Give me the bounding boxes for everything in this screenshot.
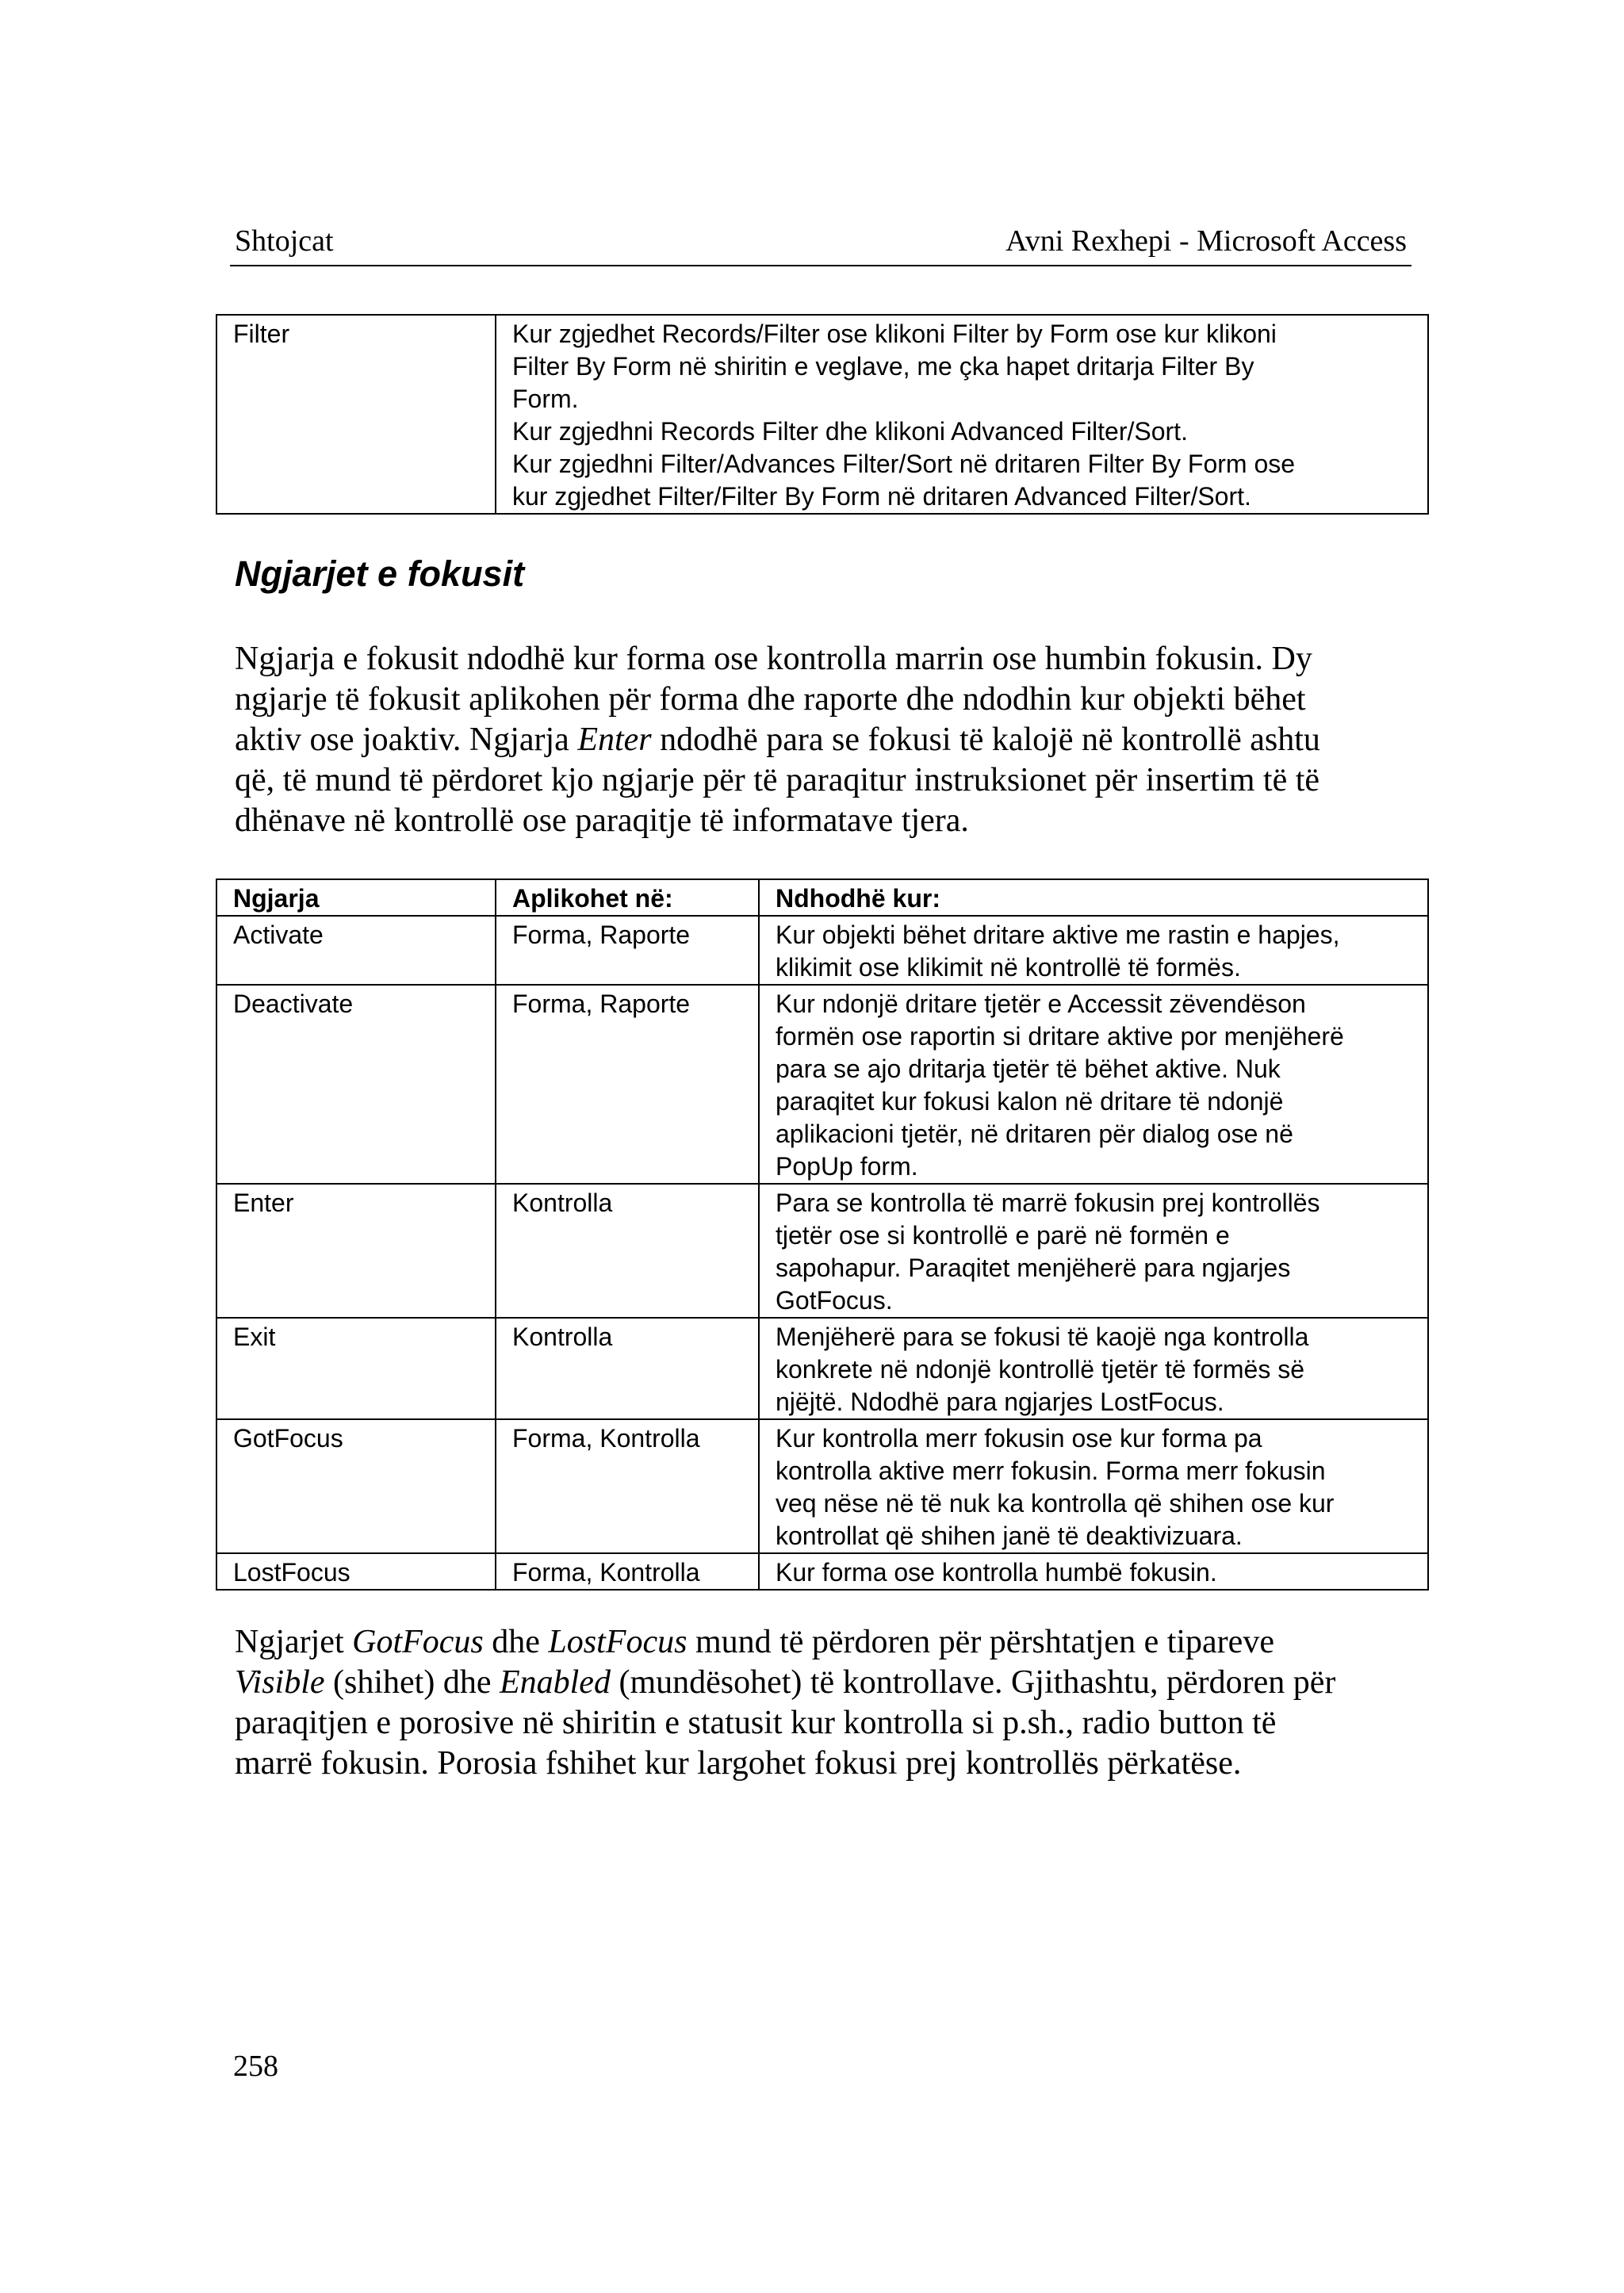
event-name-cell: GotFocus bbox=[216, 1419, 496, 1553]
table-row bbox=[216, 1419, 1428, 1553]
table-row bbox=[216, 1318, 1428, 1419]
description-line: konkrete në ndonjë kontrollë tjetër të formës së bbox=[776, 1355, 1305, 1384]
applies-to-cell: Forma, Kontrolla bbox=[496, 1553, 759, 1590]
description-line: GotFocus. bbox=[776, 1286, 893, 1315]
description-line: Menjëherë para se fokusi të kaojë nga kontrolla bbox=[776, 1323, 1309, 1351]
text-run: aktiv ose joaktiv. Ngjarja bbox=[235, 722, 578, 758]
description-line: kur zgjedhet Filter/Filter By Form në dritaren Advanced Filter/Sort. bbox=[512, 482, 1251, 511]
emphasis-enabled: Enabled bbox=[499, 1664, 611, 1701]
occurs-when-cell bbox=[759, 985, 1428, 1184]
description-line: veq nëse në të nuk ka kontrolla që shihen ose kur bbox=[776, 1489, 1335, 1518]
event-name-cell: Activate bbox=[216, 916, 496, 985]
header-applies-to: Aplikohet në: bbox=[496, 879, 759, 916]
description-line: Filter By Form në shiritin e veglave, me çka hapet dritarja Filter By bbox=[512, 352, 1254, 381]
page-header bbox=[230, 224, 1411, 266]
emphasis-lostfocus: LostFocus bbox=[548, 1624, 688, 1660]
description-line: aplikacioni tjetër, në dritaren për dialog ose në bbox=[776, 1120, 1293, 1148]
text-run: (shihet) dhe bbox=[324, 1664, 500, 1701]
description-line: Kur zgjedhni Records Filter dhe klikoni Advanced Filter/Sort. bbox=[512, 417, 1188, 446]
event-name-cell: Exit bbox=[216, 1318, 496, 1419]
text-run: dhe bbox=[483, 1624, 549, 1660]
description-line: formën ose raportin si dritare aktive por menjëherë bbox=[776, 1022, 1344, 1051]
header-occurs-when: Ndhodhë kur: bbox=[759, 879, 1428, 916]
description-line: kontrollat që shihen janë të deaktivizuara. bbox=[776, 1522, 1243, 1550]
event-name-cell: Deactivate bbox=[216, 985, 496, 1184]
applies-to-cell: Kontrolla bbox=[496, 1318, 759, 1419]
header-section-title: Shtojcat bbox=[235, 224, 334, 258]
description-line: Kur ndonjë dritare tjetër e Accessit zëvendëson bbox=[776, 990, 1306, 1018]
emphasis-gotfocus: GotFocus bbox=[352, 1624, 484, 1660]
description-line: tjetër ose si kontrollë e parë në formën e bbox=[776, 1221, 1230, 1250]
table-row bbox=[216, 1553, 1428, 1590]
description-line: njëjtë. Ndodhë para ngjarjes LostFocus. bbox=[776, 1388, 1224, 1416]
event-description-cell bbox=[496, 315, 1428, 514]
description-line: PopUp form. bbox=[776, 1152, 918, 1181]
intro-paragraph bbox=[235, 639, 1416, 841]
emphasis-enter: Enter bbox=[577, 722, 652, 758]
paragraph-line: Ngjarja e fokusit ndodhë kur forma ose kontrolla marrin ose humbin fokusin. Dy bbox=[235, 641, 1312, 677]
paragraph-line bbox=[235, 720, 1416, 760]
paragraph-line: dhënave në kontrollë ose paraqitje të informatave tjera. bbox=[235, 802, 969, 839]
paragraph-line: marrë fokusin. Porosia fshihet kur largohet fokusi prej kontrollës përkatëse. bbox=[235, 1745, 1242, 1782]
description-line: Kur zgjedhet Records/Filter ose klikoni Filter by Form ose kur klikoni bbox=[512, 320, 1277, 348]
description-line: para se ajo dritarja tjetër të bëhet aktive. Nuk bbox=[776, 1055, 1281, 1083]
paragraph-line bbox=[235, 1622, 1416, 1663]
page-number: 258 bbox=[233, 2050, 278, 2083]
filter-event-table bbox=[216, 314, 1429, 515]
description-line: kontrolla aktive merr fokusin. Forma merr fokusin bbox=[776, 1457, 1326, 1485]
focus-events-table bbox=[216, 879, 1429, 1591]
description-line: Kur forma ose kontrolla humbë fokusin. bbox=[776, 1558, 1217, 1587]
table-row bbox=[216, 1184, 1428, 1318]
occurs-when-cell bbox=[759, 916, 1428, 985]
applies-to-cell: Forma, Kontrolla bbox=[496, 1419, 759, 1553]
description-line: paraqitet kur fokusi kalon në dritare të ndonjë bbox=[776, 1087, 1284, 1116]
description-line: Kur kontrolla merr fokusin ose kur forma pa bbox=[776, 1424, 1262, 1453]
event-name-cell: Enter bbox=[216, 1184, 496, 1318]
table-header-row bbox=[216, 879, 1428, 916]
section-heading: Ngjarjet e fokusit bbox=[235, 553, 525, 594]
paragraph-line: paraqitjen e porosive në shiritin e statusit kur kontrolla si p.sh., radio button të bbox=[235, 1705, 1277, 1741]
description-line: klikimit ose klikimit në kontrollë të formës. bbox=[776, 953, 1241, 982]
text-run: Ngjarjet bbox=[235, 1624, 353, 1660]
header-event: Ngjarja bbox=[216, 879, 496, 916]
occurs-when-cell bbox=[759, 1184, 1428, 1318]
emphasis-visible: Visible bbox=[235, 1664, 325, 1701]
text-run: ndodhë para se fokusi të kalojë në kontrollë ashtu bbox=[651, 722, 1320, 758]
description-line: sapohapur. Paraqitet menjëherë para ngjarjes bbox=[776, 1254, 1291, 1282]
occurs-when-cell bbox=[759, 1419, 1428, 1553]
closing-paragraph bbox=[235, 1622, 1416, 1784]
occurs-when-cell bbox=[759, 1553, 1428, 1590]
occurs-when-cell bbox=[759, 1318, 1428, 1419]
text-run: (mundësohet) të kontrollave. Gjithashtu, përdoren për bbox=[610, 1664, 1336, 1701]
event-name-cell: Filter bbox=[216, 315, 496, 514]
paragraph-line: që, të mund të përdoret kjo ngjarje për të paraqitur instruksionet për insertim të të bbox=[235, 762, 1320, 798]
event-name-cell: LostFocus bbox=[216, 1553, 496, 1590]
description-line: Form. bbox=[512, 385, 579, 413]
applies-to-cell: Forma, Raporte bbox=[496, 985, 759, 1184]
description-line: Kur objekti bëhet dritare aktive me rastin e hapjes, bbox=[776, 921, 1340, 949]
paragraph-line: ngjarje të fokusit aplikohen për forma dhe raporte dhe ndodhin kur objekti bëhet bbox=[235, 681, 1306, 718]
table-row bbox=[216, 315, 1428, 514]
applies-to-cell: Forma, Raporte bbox=[496, 916, 759, 985]
table-row bbox=[216, 916, 1428, 985]
paragraph-line bbox=[235, 1663, 1416, 1703]
text-run: mund të përdoren për përshtatjen e tipareve bbox=[687, 1624, 1274, 1660]
table-row bbox=[216, 985, 1428, 1184]
description-line: Para se kontrolla të marrë fokusin prej kontrollës bbox=[776, 1189, 1320, 1217]
applies-to-cell: Kontrolla bbox=[496, 1184, 759, 1318]
header-book-title: Avni Rexhepi - Microsoft Access bbox=[1005, 224, 1407, 258]
description-line: Kur zgjedhni Filter/Advances Filter/Sort në dritaren Filter By Form ose bbox=[512, 450, 1296, 478]
